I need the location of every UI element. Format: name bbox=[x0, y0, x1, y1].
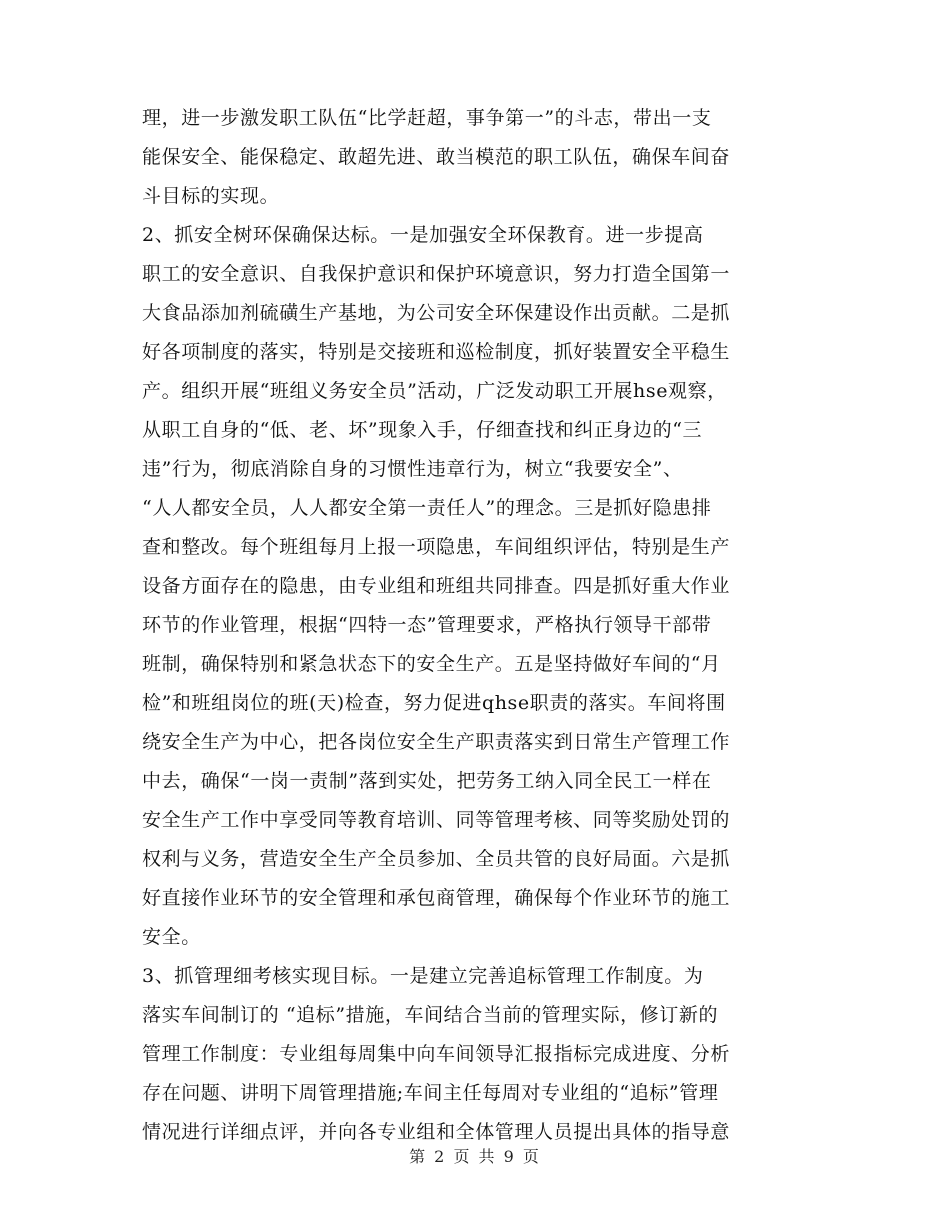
text-line: 从职工自身的“低、老、坏”现象入手，仔细查找和纠正身边的“三 bbox=[142, 419, 703, 441]
document-body bbox=[142, 99, 802, 1152]
text-line: 班制，确保特别和紧急状态下的安全生产。五是坚持做好车间的“月 bbox=[142, 653, 721, 675]
text-line: 2、抓安全树环保确保达标。一是加强安全环保教育。进一步提高 bbox=[142, 224, 704, 246]
text-line: 查和整改。每个班组每月上报一项隐患，车间组织评估，特别是生产 bbox=[142, 536, 731, 558]
text-line: 能保安全、能保稳定、敢超先进、敢当模范的职工队伍，确保车间奋 bbox=[142, 146, 731, 168]
text-line: 中去，确保“一岗一责制”落到实处，把劳务工纳入同全民工一样在 bbox=[142, 770, 712, 792]
text-line: 权利与义务，营造安全生产全员参加、全员共管的良好局面。六是抓 bbox=[142, 848, 731, 870]
text-line: 3、抓管理细考核实现目标。一是建立完善追标管理工作制度。为 bbox=[142, 965, 704, 987]
text-line: 好各项制度的落实，特别是交接班和巡检制度，抓好装置安全平稳生 bbox=[142, 341, 731, 363]
text-line: 安全。 bbox=[142, 926, 201, 948]
text-line: 落实车间制订的 “追标”措施，车间结合当前的管理实际，修订新的 bbox=[142, 1004, 719, 1026]
text-line: 检”和班组岗位的班(天)检查，努力促进qhse职责的落实。车间将围 bbox=[142, 692, 726, 714]
text-line: 大食品添加剂硫磺生产基地，为公司安全环保建设作出贡献。二是抓 bbox=[142, 302, 731, 324]
text-line: 安全生产工作中享受同等教育培训、同等管理考核、同等奖励处罚的 bbox=[142, 809, 731, 831]
text-line: 违”行为，彻底消除自身的习惯性违章行为，树立“我要安全”、 bbox=[142, 458, 683, 480]
text-line: 绕安全生产为中心，把各岗位安全生产职责落实到日常生产管理工作 bbox=[142, 731, 731, 753]
text-line: 职工的安全意识、自我保护意识和保护环境意识，努力打造全国第一 bbox=[142, 263, 731, 285]
text-line: 斗目标的实现。 bbox=[142, 185, 280, 207]
text-line: 产。组织开展“班组义务安全员”活动，广泛发动职工开展hse观察， bbox=[142, 380, 727, 402]
text-line: 好直接作业环节的安全管理和承包商管理，确保每个作业环节的施工 bbox=[142, 887, 731, 909]
page-number: 第 2 页 共 9 页 bbox=[409, 1147, 541, 1166]
text-line: 存在问题、讲明下周管理措施;车间主任每周对专业组的“追标”管理 bbox=[142, 1082, 719, 1104]
text-line: “人人都安全员，人人都安全第一责任人”的理念。三是抓好隐患排 bbox=[142, 497, 712, 519]
text-line: 设备方面存在的隐患，由专业组和班组共同排查。四是抓好重大作业 bbox=[142, 575, 731, 597]
text-line: 理，进一步激发职工队伍“比学赶超，事争第一”的斗志，带出一支 bbox=[142, 107, 712, 129]
text-line: 环节的作业管理，根据“四特一态”管理要求，严格执行领导干部带 bbox=[142, 614, 712, 636]
text-line: 情况进行详细点评，并向各专业组和全体管理人员提出具体的指导意 bbox=[142, 1121, 731, 1143]
text-line: 管理工作制度：专业组每周集中向车间领导汇报指标完成进度、分析 bbox=[142, 1043, 731, 1065]
